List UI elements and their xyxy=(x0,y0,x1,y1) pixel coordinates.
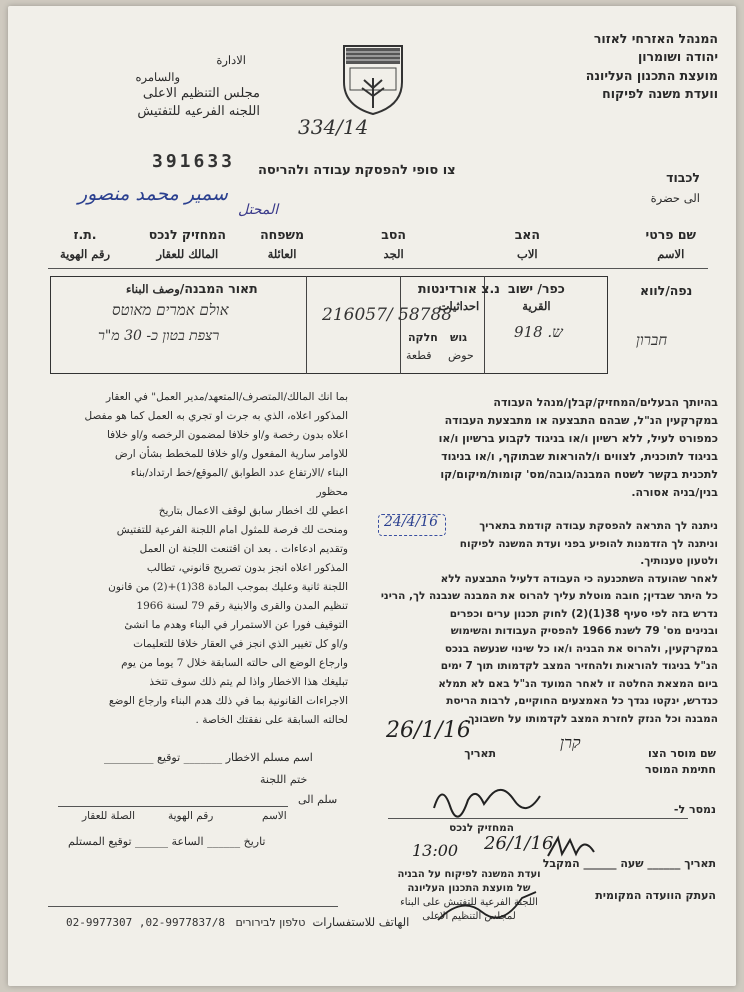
table-header-coords: נ.צ אורדינטות احداثيات xyxy=(418,281,500,314)
to-hebrew: לכבוד xyxy=(666,170,700,185)
ar-delivered-to: سلم الى xyxy=(298,793,338,806)
header-he-line: מועצת התכנון העליונה xyxy=(585,67,718,83)
ar-col-relation: الصلة للعقار xyxy=(82,810,135,822)
field-id-number: ת.ז. رقم الهوية xyxy=(59,227,110,262)
handwritten-file-number: 334/14 xyxy=(298,115,369,139)
parcel-label-basin: حوض xyxy=(448,349,474,362)
header-ar-line: والسامره xyxy=(135,70,180,85)
table-col-line xyxy=(306,276,307,374)
title-hebrew: צו סופי להפסקת עבודה ולהריסה xyxy=(258,163,456,178)
header-ar-line: مجلس التنظيم الاعلى xyxy=(142,86,260,102)
table-header-description: תאור המבנה/وصف البناء xyxy=(126,281,258,296)
ar-committee-stamp: ختم اللجنة xyxy=(260,773,308,786)
he-hand-date-2: 26/1/16 xyxy=(484,833,554,854)
to-arabic: الى حضرة xyxy=(650,191,700,205)
stamp-signature xyxy=(432,886,542,926)
parcel-label-plot: חלקה xyxy=(408,331,438,344)
receiver-signature xyxy=(428,778,548,818)
row-divider xyxy=(48,268,708,269)
field-grandfather: הסב الجد xyxy=(381,227,406,262)
field-family: משפחה العائلة xyxy=(260,227,304,262)
field-father: האב الاب xyxy=(514,227,540,262)
table-header-district: נפה/לווא xyxy=(640,283,693,298)
header-hebrew xyxy=(586,32,718,102)
he-receipt-line: תאריך ______ שעה ______ המקבל xyxy=(542,857,716,870)
he-holder-label: המחזיק לנכס xyxy=(449,822,514,834)
header-he-line: יהודה ושומרון xyxy=(637,49,718,65)
table-value-desc-2: רצפת בטון כ- 30 מ"ר xyxy=(98,328,220,344)
document-number: 391633 xyxy=(152,151,236,172)
recipient-sub-handwritten: المحتل xyxy=(238,202,279,218)
phone-divider xyxy=(48,906,338,907)
header-he-line: המנהל האזרחי לאזור xyxy=(593,31,718,46)
he-deliverer-sig-label: חתימת המוסר xyxy=(644,763,716,776)
ar-col-id: رقم الهوية xyxy=(168,810,214,822)
header-arabic xyxy=(40,54,260,120)
parcel-label-block: גוש xyxy=(450,331,468,344)
delivered-to-line xyxy=(58,806,288,807)
table-value-coords: 216057/ 58788 xyxy=(322,305,453,325)
hebrew-body-2: ניתנה לך התראה להפסקת עבודה קודמת בתאריך וניתנה לך הזדמנות להופיע בפני ועדת המשנה לפיקוח ולטעון טענותיך. לאחר שהועדה השתכנעה כי העבודה דלעיל התבצעה ללא כל היתר שבדין; חובה מוטלת עליך להרוס את המבנה שנבנה לך, הריני נדרש בזה לפי סעיף 38(1)(2) לחוק תכנון ערים וכפרים ובנינים מס' 79 לשנת 1966 להפסיק העבודות והשימוש במקרקעין, ולהרוס את הבניה ו/או כל שינוי שנעשה בנכס הנ"ל בניגוד להוראות ולהחזיר המצב לקדמותו תוך 7 ימים ביום המצאת החלטה זו לאחר המועד הנ"ל באם לא תמלא כנדרש, ינקטו נגדך כל האמצעים החוקיים, לרבות הריסת המבנה וכל הנזק לחזרת המצב לקדמותו על חשבונך. xyxy=(380,520,718,725)
he-date-label: תאריך xyxy=(464,747,496,760)
he-hand-date-1: 26/1/16 xyxy=(386,718,471,743)
table-value-desc-1: אולם אמרים מאוטס xyxy=(112,301,229,319)
previous-warning-date: 24/4/16 xyxy=(384,514,438,530)
ar-col-name: الاسم xyxy=(262,810,287,822)
arabic-body: بما انك المالك/المتصرف/المتعهد/مدير العمل" في العقار المذكور اعلاه، الذي به جرت او تجري به العمل كما هو مفصل اعلاه بدون رخصة و/او خلافا لمضمون الرخصه و/او خلافا للاوامر سارية المفعول و/او خلافا للمخطط بشأن ارض البناء /الارتفاع عدد الطوابق /الموقع/خط ارتداد/بناء محظور اعطي لك اخطار سابق لوقف الاعمال بتاريخ ومنحت لك فرصة للمثول امام اللجنة الفرعية للتفتيش وتقديم ادعاءات . بعد ان اقتنعت اللجنة ان العمل المذكور اعلاه انجز بدون تصريح قانوني، تطالب اللجنة ثانية وعليك بموجب المادة 38(1)+(2) من قانون تنظيم المدن والقرى والابنية رقم 79 لسنة 1966 التوقيف فورا عن الاستمرار في البناء وهدم ما انشئ و/او كل تغيير الذي انجز في العقار خلافا للتعليمات وارجاع الوضع الى حالته السابقة خلال 7 يوما من يوم تبليغك هذا الاخطار واذا لم يتم ذلك سوف تتخذ الاجراءات القانونية بما في ذلك هدم البناء وارجاع الوضع لحالته السابقة على نفقتك الخاصة . xyxy=(84,391,348,726)
he-hand-time: 13:00 xyxy=(412,841,459,860)
he-delivered-to-label: נמסר ל- xyxy=(673,803,716,816)
header-ar-line: اللجنه الفرعيه للتفتيش xyxy=(137,104,260,120)
header-he-line: וועדת משנה לפיקוח xyxy=(602,86,718,102)
parcel-label-piece: قطعة xyxy=(406,349,432,362)
he-hand-name: קרן xyxy=(560,733,581,752)
table-header-village: כפר/ ישוב القرية xyxy=(508,281,565,314)
he-committee-copy: העתק הוועדה המקומית xyxy=(595,889,716,902)
committee-stamp: ועדת המשנה לפיקוח על הבניה של מועצת התכנון העליונה اللجنة الفرعية للتفتيش على البناء لمجلس التنظيم الاعلى xyxy=(397,869,541,922)
emblem-logo xyxy=(340,42,406,116)
table-value-village: ש. 918 xyxy=(514,323,563,341)
deliverer-signature xyxy=(544,832,604,862)
table-value-district: חברון xyxy=(636,331,668,349)
he-delivered-line xyxy=(388,818,688,819)
ar-receipt-line: تاريخ ______ الساعة ______ توقيع المستلم xyxy=(68,835,266,848)
document-page xyxy=(8,6,736,986)
field-holder: המחזיק לנכס المالك للعقار xyxy=(148,227,226,262)
phone-line: 02-9977307 ,02-9977837/8 الهاتف للاستفسارات טלפון לבירורים xyxy=(66,915,410,929)
recipient-name-handwritten: سمير محمد منصور xyxy=(78,183,228,205)
header-ar-line: الادارة xyxy=(216,53,246,67)
he-deliverer-label: שם מוסר הצו xyxy=(647,747,716,760)
ar-deliverer-line: اسم مسلم الاخطار _______ توقيع _________ xyxy=(104,751,313,764)
field-first-name: שם פרטי الاسم xyxy=(645,227,696,262)
phone-numbers: 02-9977307 ,02-9977837/8 xyxy=(66,916,225,929)
hebrew-body: בהיותך הבעלים/המחזיק/קבלן/מנהל העבודה במקרקעין הנ"ל, שבהם התבצעה או מתבצעת העבודה כמפורט לעיל, ללא רשיון ו/או בניגוד לקבוע ברשיון ו/או בניגוד לתוכנית, לצווים ו/להוראות שבתוקף, ו/או בניגוד לתכנית בקשר לשטח המבנה/גובה/מס' קומות/מיקום/קו בנין/בניה אסורה. xyxy=(438,396,718,499)
